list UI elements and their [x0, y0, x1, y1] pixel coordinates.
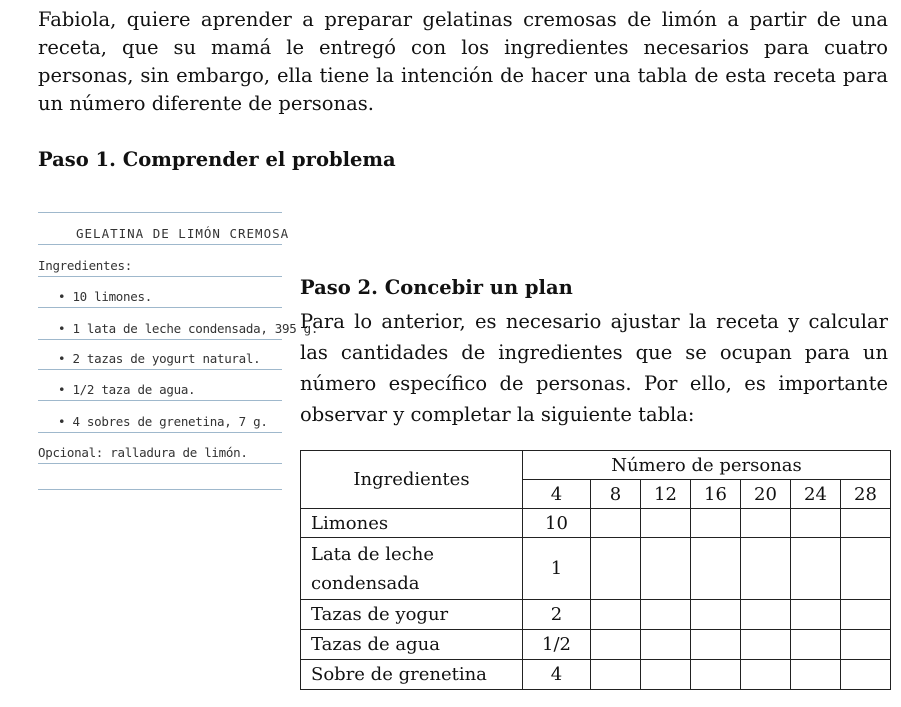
people-count: 12 — [641, 480, 691, 509]
recipe-item: • 2 tazas de yogurt natural. — [58, 351, 261, 366]
ingredient-cell — [301, 538, 523, 600]
card-rule — [38, 307, 282, 308]
people-count: 4 — [523, 480, 591, 509]
optional-note: Opcional: ralladura de limón. — [38, 445, 248, 460]
blank-cell[interactable] — [591, 600, 641, 630]
card-rule — [38, 212, 282, 213]
blank-cell[interactable] — [791, 660, 841, 690]
blank-cell[interactable] — [791, 509, 841, 538]
blank-cell[interactable] — [641, 509, 691, 538]
card-rule — [38, 244, 282, 245]
step2-heading: Paso 2. Concebir un plan — [300, 276, 573, 299]
ingredient-line: Lata de leche — [311, 543, 435, 565]
recipe-item: • 1 lata de leche condensada, 395 g. — [58, 321, 319, 336]
value-cell: 10 — [523, 509, 591, 538]
blank-cell[interactable] — [691, 600, 741, 630]
blank-cell[interactable] — [791, 600, 841, 630]
blank-cell[interactable] — [641, 630, 691, 660]
recipe-card — [38, 200, 319, 500]
blank-cell[interactable] — [591, 538, 641, 600]
blank-cell[interactable] — [691, 509, 741, 538]
table-row — [301, 600, 891, 630]
card-rule — [38, 369, 282, 370]
blank-cell[interactable] — [741, 509, 791, 538]
people-count: 20 — [741, 480, 791, 509]
blank-cell[interactable] — [641, 538, 691, 600]
blank-cell[interactable] — [741, 538, 791, 600]
value-cell: 1 — [523, 538, 591, 600]
blank-cell[interactable] — [591, 509, 641, 538]
ingredients-label: Ingredientes: — [38, 258, 132, 273]
blank-cell[interactable] — [591, 660, 641, 690]
step1-heading: Paso 1. Comprender el problema — [38, 148, 396, 171]
people-count: 16 — [691, 480, 741, 509]
ingredient-cell: Limones — [301, 509, 523, 538]
step2-paragraph: Para lo anterior, es necesario ajustar la receta y calcular las cantidades de ingredientes que se ocupan para un número específico de personas. Por ello, es importante observar y completar la siguiente tabla: — [300, 310, 888, 426]
blank-cell[interactable] — [691, 660, 741, 690]
people-count: 28 — [841, 480, 891, 509]
blank-cell[interactable] — [591, 630, 641, 660]
table-row — [301, 630, 891, 660]
recipe-item: • 4 sobres de grenetina, 7 g. — [58, 414, 268, 429]
card-rule — [38, 400, 282, 401]
blank-cell[interactable] — [791, 538, 841, 600]
blank-cell[interactable] — [641, 660, 691, 690]
card-rule — [38, 489, 282, 490]
ingredient-line: condensada — [311, 572, 420, 594]
ingredient-cell: Tazas de yogur — [301, 600, 523, 630]
blank-cell[interactable] — [841, 600, 891, 630]
ingredient-cell: Sobre de grenetina — [301, 660, 523, 690]
blank-cell[interactable] — [691, 538, 741, 600]
table-row — [301, 509, 891, 538]
blank-cell[interactable] — [691, 630, 741, 660]
blank-cell[interactable] — [791, 630, 841, 660]
table-row — [301, 538, 891, 600]
blank-cell[interactable] — [741, 600, 791, 630]
table-row — [301, 660, 891, 690]
recipe-table — [300, 450, 891, 690]
blank-cell[interactable] — [841, 630, 891, 660]
blank-cell[interactable] — [841, 509, 891, 538]
ingredients-header: Ingredientes — [301, 451, 523, 509]
card-rule — [38, 432, 282, 433]
people-count: 8 — [591, 480, 641, 509]
value-cell: 4 — [523, 660, 591, 690]
card-rule — [38, 463, 282, 464]
recipe-item: • 1/2 taza de agua. — [58, 382, 196, 397]
blank-cell[interactable] — [841, 660, 891, 690]
ingredient-cell: Tazas de agua — [301, 630, 523, 660]
recipe-item: • 10 limones. — [58, 289, 152, 304]
value-cell: 1/2 — [523, 630, 591, 660]
blank-cell[interactable] — [641, 600, 691, 630]
card-rule — [38, 339, 282, 340]
blank-cell[interactable] — [741, 630, 791, 660]
intro-paragraph: Fabiola, quiere aprender a preparar gelatinas cremosas de limón a partir de una receta, que su mamá le entregó con los ingredientes necesarios para cuatro personas, sin embargo, ella tiene la intención de hacer una tabla de esta receta para un número diferente de personas. — [38, 8, 888, 115]
value-cell: 2 — [523, 600, 591, 630]
recipe-title: GELATINA DE LIMÓN CREMOSA — [76, 226, 290, 241]
card-rule — [38, 276, 282, 277]
blank-cell[interactable] — [741, 660, 791, 690]
blank-cell[interactable] — [841, 538, 891, 600]
people-count: 24 — [791, 480, 841, 509]
people-header: Número de personas — [523, 451, 891, 480]
